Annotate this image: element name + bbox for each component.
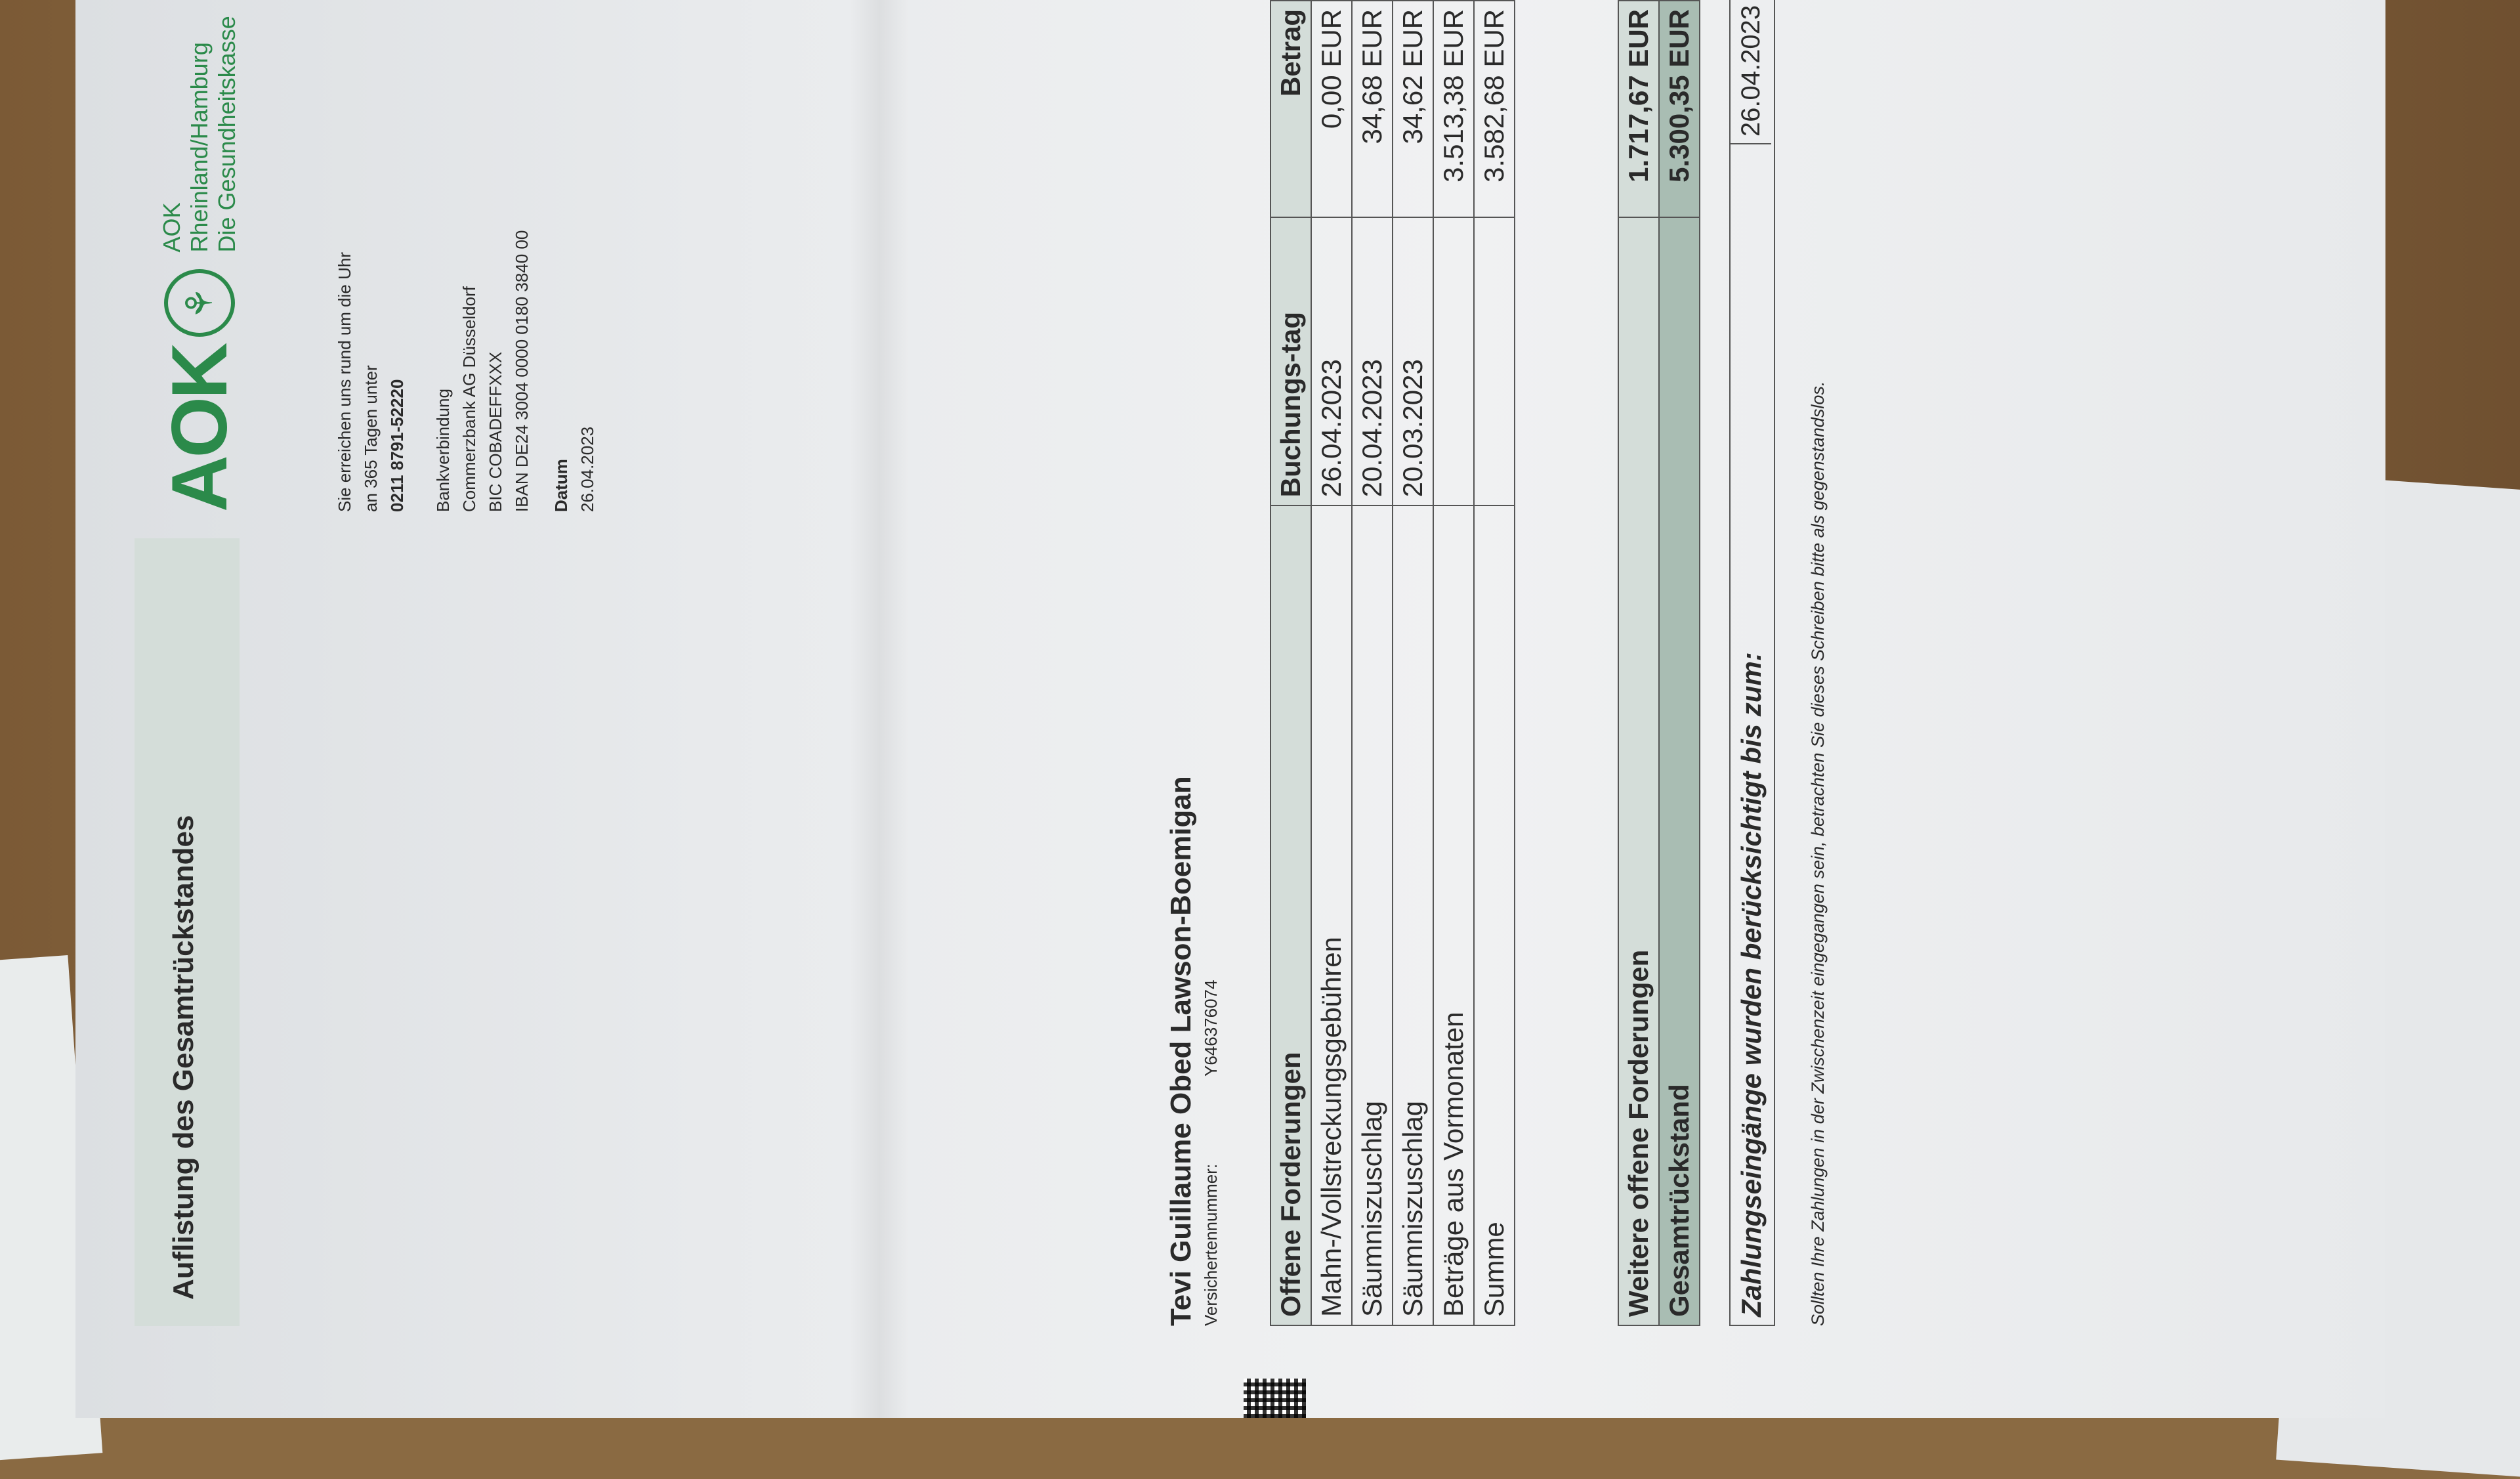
payments-label: Zahlungseingänge wurden berücksichtigt bis zum:: [1736, 652, 1767, 1317]
claim-amount: 3.513,38 EUR: [1433, 1, 1474, 217]
open-claims-table: [1270, 0, 1515, 1326]
booking-date: 26.04.2023: [1311, 217, 1352, 506]
bank-label: Bankverbindung: [433, 389, 453, 512]
aok-brand-text: AOK: [156, 345, 243, 512]
column-header: Betrag: [1270, 1, 1311, 217]
aok-org-names: [158, 0, 241, 252]
document-title: Auflistung des Gesamtrückstandes: [167, 815, 200, 1300]
insurance-number: Y646376074: [1201, 979, 1221, 1077]
payments-date: 26.04.2023: [1731, 0, 1771, 144]
contact-block: [331, 252, 410, 512]
claim-description: Mahn-/Vollstreckungsgebühren: [1311, 505, 1352, 1325]
org-line-1: AOK Rheinland/Hamburg: [158, 42, 213, 253]
date-label: Datum: [551, 459, 571, 512]
claim-amount: 34,62 EUR: [1393, 1, 1433, 217]
claim-description: Säumniszuschlag: [1352, 505, 1393, 1325]
total-description: Gesamtrückstand: [1659, 217, 1700, 1325]
total-amount: 1.717,67 EUR: [1618, 1, 1659, 217]
booking-date: [1433, 217, 1474, 506]
date-block: [548, 427, 600, 512]
claim-amount: 34,68 EUR: [1352, 1, 1393, 217]
contact-line-2: an 365 Tagen unter: [361, 365, 381, 512]
totals-table: [1618, 0, 1700, 1326]
booking-date: 20.03.2023: [1393, 217, 1433, 506]
bank-iban: IBAN DE24 3004 0000 0180 3840 00: [512, 230, 532, 512]
bank-name: Commerzbank AG Düsseldorf: [459, 286, 479, 512]
total-description: Weitere offene Forderungen: [1618, 217, 1659, 1325]
table-row: [1659, 1, 1700, 1325]
document-sheet: [75, 0, 2385, 1418]
booking-date: 20.04.2023: [1352, 217, 1393, 506]
contact-phone: 0211 8791-52220: [387, 379, 407, 512]
table-row: [1393, 1, 1433, 1325]
footer-note: Sollten Ihre Zahlungen in der Zwischenzeit eingegangen sein, betrachten Sie dieses Schreiben bitte als gegenstandslos.: [1808, 381, 1828, 1326]
payments-considered-box: [1729, 0, 1775, 1326]
insured-name: Tevi Guillaume Obed Lawson-Boemigan: [1165, 776, 1197, 1326]
total-amount: 5.300,35 EUR: [1659, 1, 1700, 217]
aok-tree-icon: ⚘: [164, 269, 235, 337]
insurance-number-label: Versichertennummer:: [1201, 1163, 1221, 1326]
org-line-2: Die Gesundheitskasse: [213, 16, 240, 253]
claim-amount: 3.582,68 EUR: [1474, 1, 1515, 217]
qr-code: [1244, 1379, 1306, 1418]
column-header: Offene Forderungen: [1270, 505, 1311, 1325]
table-row: [1474, 1, 1515, 1325]
claim-description: Beträge aus Vormonaten: [1433, 505, 1474, 1325]
bank-details: [430, 230, 535, 512]
table-row: [1352, 1, 1393, 1325]
table-row: [1311, 1, 1352, 1325]
claim-description: Säumniszuschlag: [1393, 505, 1433, 1325]
booking-date: [1474, 217, 1515, 506]
claim-description: Summe: [1474, 505, 1515, 1325]
date-value: 26.04.2023: [578, 426, 597, 512]
document-content: [75, 0, 2385, 1418]
claim-amount: 0,00 EUR: [1311, 1, 1352, 217]
column-header: Buchungs-tag: [1270, 217, 1311, 506]
aok-logo: [154, 0, 245, 512]
table-row: [1618, 1, 1659, 1325]
contact-line-1: Sie erreichen uns rund um die Uhr: [335, 252, 354, 512]
bank-bic: BIC COBADEFFXXX: [486, 351, 505, 512]
claims-header-row: [1270, 1, 1311, 1325]
table-row: [1433, 1, 1474, 1325]
